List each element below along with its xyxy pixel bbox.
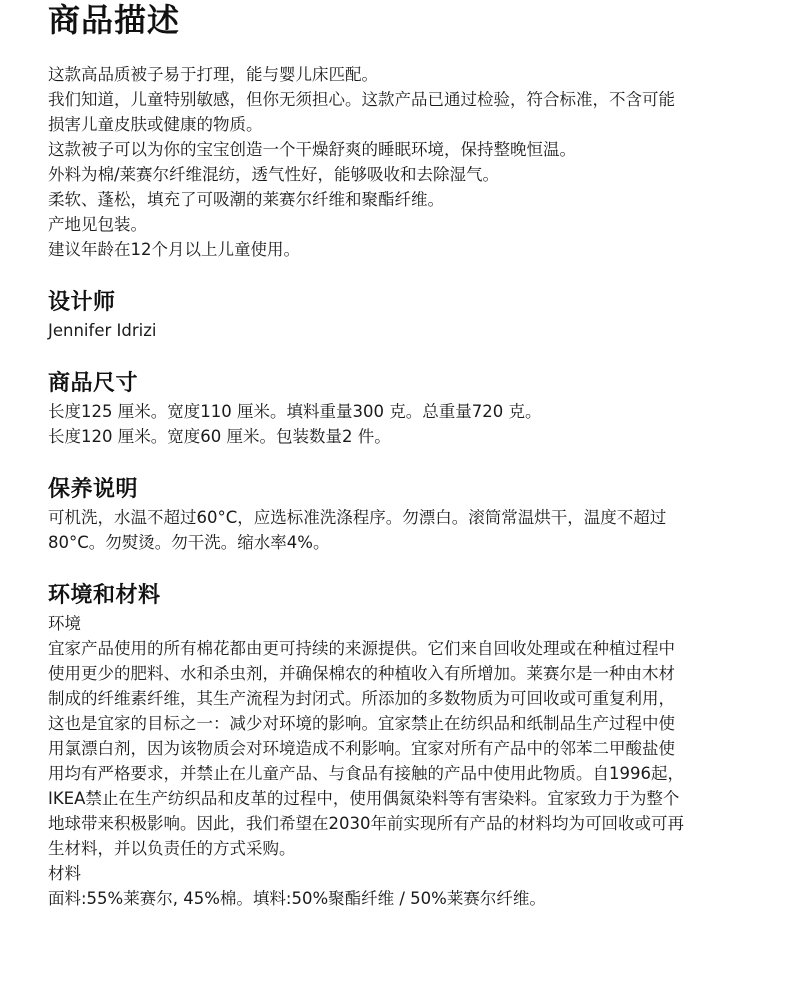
environment-line: 生材料，并以负责任的方式采购。 bbox=[48, 839, 296, 858]
environment-line: 用均有严格要求，并禁止在儿童产品、与食品有接触的产品中使用此物质。自1996起， bbox=[48, 764, 684, 783]
environment-line: 这也是宜家的目标之一：减少对环境的影响。宜家禁止在纺织品和纸制品生产过程中使 bbox=[48, 714, 675, 733]
description-line: 柔软、蓬松，填充了可吸潮的莱赛尔纤维和聚酯纤维。 bbox=[48, 190, 444, 209]
care-line: 80°C。勿熨烫。勿干洗。缩水率4%。 bbox=[48, 533, 330, 552]
environment-line: 地球带来积极影响。因此，我们希望在2030年前实现所有产品的材料均为可回收或可再 bbox=[48, 814, 684, 833]
designer-section bbox=[48, 288, 742, 343]
care-heading: 保养说明 bbox=[48, 477, 139, 502]
environment-section bbox=[48, 581, 742, 911]
page-title: 商品描述 bbox=[48, 1, 181, 39]
dimensions-line: 长度125 厘米。宽度110 厘米。填料重量300 克。总重量720 克。 bbox=[48, 402, 542, 421]
dimensions-line: 长度120 厘米。宽度60 厘米。包装数量2 件。 bbox=[48, 427, 391, 446]
designer-heading: 设计师 bbox=[48, 290, 116, 315]
care-line: 可机洗，水温不超过60°C，应选标准洗涤程序。勿漂白。滚筒常温烘干，温度不超过 bbox=[48, 508, 667, 527]
description-line: 外料为棉/莱赛尔纤维混纺，透气性好，能够吸收和去除湿气。 bbox=[48, 165, 500, 184]
description-line: 产地见包装。 bbox=[48, 215, 147, 234]
material-label: 材料 bbox=[48, 864, 81, 883]
environment-line: IKEA禁止在生产纺织品和皮革的过程中，使用偶氮染料等有害染料。宜家致力于为整个 bbox=[48, 789, 680, 808]
care-section bbox=[48, 475, 742, 555]
description-text bbox=[48, 62, 742, 262]
environment-heading: 环境和材料 bbox=[48, 583, 161, 608]
material-text: 面料:55%莱赛尔, 45%棉。填料:50%聚酯纤维 / 50%莱赛尔纤维。 bbox=[48, 889, 546, 908]
environment-line: 宜家产品使用的所有棉花都由更可持续的来源提供。它们来自回收处理或在种植过程中 bbox=[48, 639, 675, 658]
designer-name: Jennifer Idrizi bbox=[48, 321, 157, 340]
description-line: 损害儿童皮肤或健康的物质。 bbox=[48, 115, 263, 134]
dimensions-section bbox=[48, 369, 742, 449]
environment-line: 制成的纤维素纤维，其生产流程为封闭式。所添加的多数物质为可回收或可重复利用， bbox=[48, 689, 675, 708]
dimensions-heading: 商品尺寸 bbox=[48, 371, 139, 396]
environment-label: 环境 bbox=[48, 614, 81, 633]
environment-line: 用氯漂白剂，因为该物质会对环境造成不利影响。宜家对所有产品中的邻苯二甲酸盐使 bbox=[48, 739, 675, 758]
description-line: 这款被子可以为你的宝宝创造一个干燥舒爽的睡眠环境，保持整晚恒温。 bbox=[48, 140, 576, 159]
description-line: 我们知道，儿童特别敏感，但你无须担心。这款产品已通过检验，符合标准，不含可能 bbox=[48, 90, 675, 109]
description-line: 这款高品质被子易于打理，能与婴儿床匹配。 bbox=[48, 65, 378, 84]
description-line: 建议年龄在12个月以上儿童使用。 bbox=[48, 240, 300, 259]
environment-line: 使用更少的肥料、水和杀虫剂，并确保棉农的种植收入有所增加。莱赛尔是一种由木材 bbox=[48, 664, 675, 683]
